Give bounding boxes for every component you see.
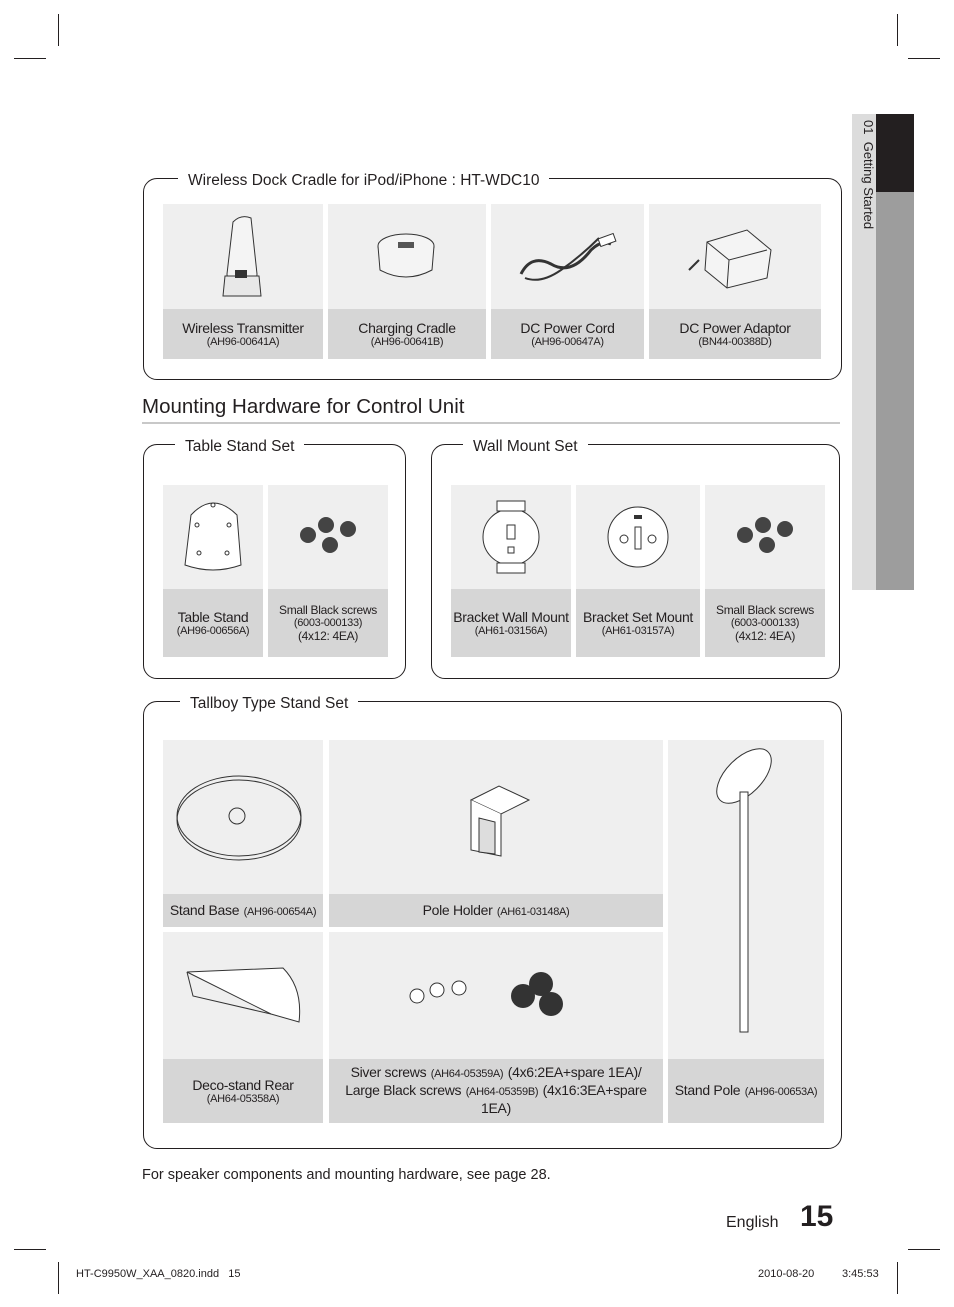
item-code: (AH61-03148A) [496, 905, 570, 918]
dc-power-adaptor-label [649, 309, 821, 359]
deco-stand-rear-image [163, 932, 323, 1059]
file-name: HT-C9950W_XAA_0820.indd 15 [76, 1268, 241, 1280]
bracket-set-mount-label [576, 589, 700, 657]
item-code: (AH96-00641A) [206, 336, 280, 348]
stand-pole-label [668, 1059, 824, 1123]
screws-image [268, 485, 388, 589]
dc-power-cord-image [491, 204, 644, 309]
wireless-dock-title: Wireless Dock Cradle for iPod/iPhone : HT-WDC10 [178, 172, 549, 190]
charging-cradle-image [328, 204, 486, 309]
crop-mark [897, 14, 898, 46]
table-stand-image [163, 485, 263, 589]
item-name: Pole Holder [422, 901, 493, 918]
item-code: (6003-000133) [730, 617, 800, 629]
item-code: (AH61-03157A) [601, 625, 675, 637]
black-screws-qty: (4x16:3EA+spare 1EA) [481, 1082, 647, 1116]
item-name: Table Stand [177, 609, 249, 625]
tallboy-title: Tallboy Type Stand Set [180, 695, 358, 713]
table-stand-label [163, 589, 263, 657]
chapter-number: 01 [861, 120, 876, 135]
black-screws-code: (AH64-05359B) [465, 1086, 539, 1098]
section-title: Mounting Hardware for Control Unit [142, 395, 465, 418]
reference-note: For speaker components and mounting hardware, see page 28. [142, 1167, 551, 1183]
item-name: Deco-stand Rear [192, 1077, 294, 1093]
item-name: DC Power Adaptor [679, 320, 791, 336]
stand-base-label [163, 894, 323, 927]
charging-cradle-label [328, 309, 486, 359]
item-name: Small Black screws [279, 603, 377, 617]
side-tab-label [852, 118, 876, 320]
item-name: Charging Cradle [358, 320, 456, 336]
item-name: Stand Base [169, 901, 240, 918]
table-small-screws-label [268, 589, 388, 657]
wall-small-screws-label [705, 589, 825, 657]
bracket-wall-mount-image [451, 485, 571, 589]
language-label: English [726, 1214, 779, 1231]
crop-mark [14, 1249, 46, 1250]
bracket-wall-mount-label [451, 589, 571, 657]
crop-mark [897, 1262, 898, 1294]
item-code: (AH96-00656A) [176, 625, 250, 637]
pole-holder-label [329, 894, 663, 927]
item-name: Bracket Set Mount [582, 609, 694, 625]
silver-screws-name: Siver screws [350, 1064, 427, 1080]
black-screws-name: Large Black screws [345, 1082, 462, 1098]
wall-mount-title: Wall Mount Set [463, 438, 588, 456]
item-code: (AH96-00647A) [531, 336, 604, 348]
crop-mark [58, 1262, 59, 1294]
item-name: Small Black screws [716, 603, 814, 617]
side-tab-marker [876, 114, 914, 192]
silver-screws-code: (AH64-05359A) [430, 1068, 504, 1080]
section-divider [142, 422, 840, 424]
chapter-title: Getting Started [861, 141, 876, 230]
pole-holder-image [329, 740, 663, 894]
item-name: Stand Pole [674, 1082, 741, 1098]
crop-mark [14, 58, 46, 59]
bracket-set-mount-image [576, 485, 700, 589]
print-time: 3:45:53 [842, 1268, 879, 1280]
crop-mark [908, 1249, 940, 1250]
side-tab-bar [876, 192, 914, 590]
item-code: (AH61-03156A) [474, 625, 548, 637]
item-code: (BN44-00388D) [698, 336, 772, 348]
print-date: 2010-08-20 [758, 1268, 815, 1280]
item-qty: (4x12: 4EA) [734, 629, 796, 643]
stand-base-image [163, 740, 323, 894]
item-code: (AH64-05358A) [206, 1093, 280, 1105]
page-number: 15 [800, 1200, 834, 1233]
table-stand-title: Table Stand Set [175, 438, 304, 456]
dc-power-cord-label [491, 309, 644, 359]
wireless-transmitter-label [163, 309, 323, 359]
item-code: (AH96-00641B) [370, 336, 444, 348]
item-name: Wireless Transmitter [182, 320, 304, 336]
stand-pole-image [668, 740, 824, 1060]
screws-label [329, 1059, 663, 1123]
item-name: Bracket Wall Mount [453, 609, 569, 625]
silver-and-black-screws-image [329, 932, 663, 1059]
item-code: (AH96-00654A) [243, 905, 317, 918]
dc-power-adaptor-image [649, 204, 821, 309]
deco-stand-rear-label [163, 1059, 323, 1123]
screws-image [705, 485, 825, 589]
silver-screws-qty: (4x6:2EA+spare 1EA)/ [507, 1064, 642, 1080]
item-code: (6003-000133) [293, 617, 363, 629]
item-code: (AH96-00653A) [744, 1086, 818, 1098]
item-name: DC Power Cord [520, 320, 615, 336]
crop-mark [58, 14, 59, 46]
crop-mark [908, 58, 940, 59]
wireless-transmitter-image [163, 204, 323, 309]
item-qty: (4x12: 4EA) [297, 629, 359, 643]
